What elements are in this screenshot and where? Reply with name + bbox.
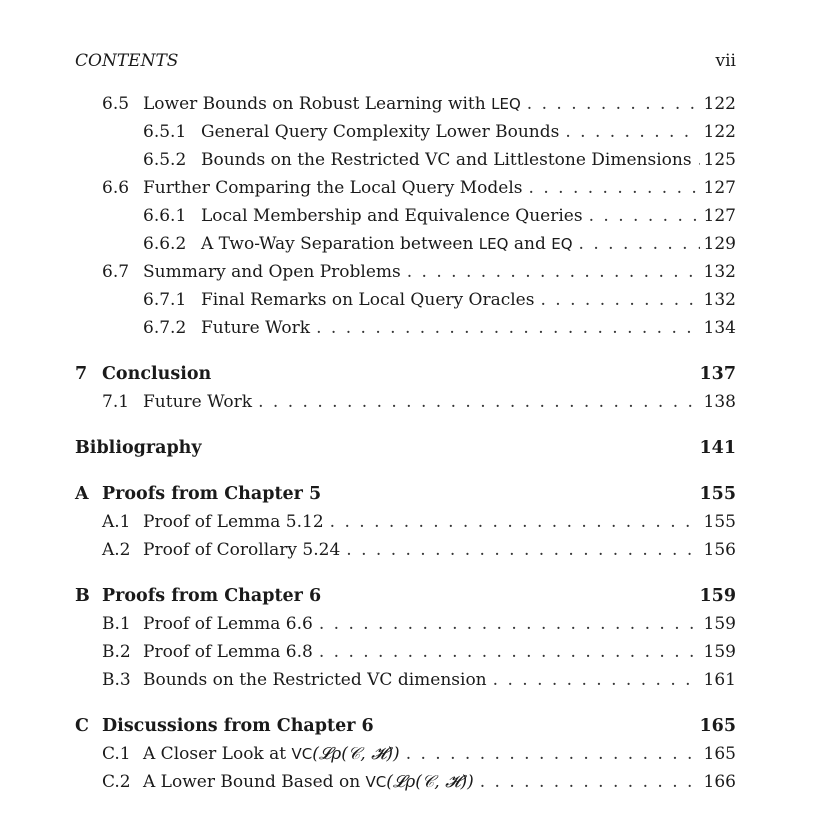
entry-title: Proof of Corollary 5.24 xyxy=(143,540,341,560)
entry-page: 122 xyxy=(703,122,736,142)
chapter-page: 159 xyxy=(699,586,736,606)
leader-dots xyxy=(316,318,699,338)
toc-entry[interactable] xyxy=(75,392,736,416)
entry-number: 6.5.2 xyxy=(143,150,187,170)
entry-title: A Two-Way Separation between LEQ and EQ xyxy=(201,234,573,254)
entry-title: Future Work xyxy=(201,318,311,338)
entry-page: 159 xyxy=(703,614,736,634)
entry-number: C.1 xyxy=(102,744,131,764)
chapter-number: 7 xyxy=(75,364,88,384)
entry-number: A.2 xyxy=(102,540,131,560)
chapter-title: Proofs from Chapter 5 xyxy=(102,484,322,504)
entry-page: 125 xyxy=(703,150,736,170)
entry-title: Proof of Lemma 6.8 xyxy=(143,642,313,662)
toc-chapter[interactable] xyxy=(75,716,736,740)
chapter-page: 155 xyxy=(699,484,736,504)
chapter-page: 165 xyxy=(699,716,736,736)
leader-dots xyxy=(319,614,700,634)
entry-title: General Query Complexity Lower Bounds xyxy=(201,122,560,142)
leader-dots xyxy=(529,178,700,198)
entry-page: 156 xyxy=(703,540,736,560)
chapter-title: Conclusion xyxy=(102,364,212,384)
entry-page: 159 xyxy=(703,642,736,662)
entry-page: 127 xyxy=(703,206,736,226)
entry-page: 132 xyxy=(703,290,736,310)
entry-title: Bounds on the Restricted VC and Littlestone Dimensions xyxy=(201,150,692,170)
entry-title: Bounds on the Restricted VC dimension xyxy=(143,670,487,690)
entry-number: B.2 xyxy=(102,642,131,662)
leader-dots xyxy=(407,262,700,282)
leader-dots xyxy=(565,122,699,142)
entry-page: 161 xyxy=(703,670,736,690)
toc-entry[interactable] xyxy=(75,290,736,314)
entry-page: 132 xyxy=(703,262,736,282)
entry-page: 129 xyxy=(703,234,736,254)
entry-title: A Lower Bound Based on VC(𝓛ρ(𝒞, 𝓗)) xyxy=(143,772,474,792)
entry-number: 6.7.2 xyxy=(143,318,187,338)
page-number: vii xyxy=(715,51,736,71)
toc-entry[interactable] xyxy=(75,614,736,638)
entry-page: 134 xyxy=(703,318,736,338)
chapter-number: C xyxy=(75,716,89,736)
toc-entry[interactable] xyxy=(75,642,736,666)
leader-dots xyxy=(527,94,700,114)
entry-number: 6.6 xyxy=(102,178,130,198)
leader-dots xyxy=(346,540,699,560)
entry-number: A.1 xyxy=(102,512,131,532)
toc-entry[interactable] xyxy=(75,122,736,146)
chapter-page: 137 xyxy=(699,364,736,384)
entry-title: Future Work xyxy=(143,392,253,412)
leader-dots xyxy=(579,234,700,254)
toc-entry[interactable] xyxy=(75,178,736,202)
toc-entry[interactable] xyxy=(75,670,736,694)
toc-entry[interactable] xyxy=(75,234,736,258)
toc-entry[interactable] xyxy=(75,94,736,118)
leader-dots xyxy=(258,392,699,412)
toc-entry[interactable] xyxy=(75,540,736,564)
entry-title: A Closer Look at VC(𝓛ρ(𝒞, 𝓗)) xyxy=(143,744,400,764)
chapter-number: B xyxy=(75,586,90,606)
leader-dots xyxy=(330,512,700,532)
toc-entry[interactable] xyxy=(75,150,736,174)
leader-dots xyxy=(319,642,700,662)
entry-page: 155 xyxy=(703,512,736,532)
running-title: CONTENTS xyxy=(75,51,179,71)
entry-number: B.1 xyxy=(102,614,131,634)
toc-entry[interactable] xyxy=(75,512,736,536)
entry-number: C.2 xyxy=(102,772,131,792)
leader-dots xyxy=(540,290,699,310)
entry-page: 138 xyxy=(703,392,736,412)
entry-page: 165 xyxy=(703,744,736,764)
toc-entry[interactable] xyxy=(75,262,736,286)
entry-title: Summary and Open Problems xyxy=(143,262,401,282)
leader-dots xyxy=(589,206,700,226)
entry-number: 6.6.1 xyxy=(143,206,187,226)
toc-chapter[interactable] xyxy=(75,586,736,610)
toc-entry[interactable] xyxy=(75,744,736,768)
entry-title: Further Comparing the Local Query Models xyxy=(143,178,523,198)
chapter-title: Discussions from Chapter 6 xyxy=(102,716,374,736)
entry-number: 6.5.1 xyxy=(143,122,187,142)
toc-chapter[interactable] xyxy=(75,438,736,462)
toc-entry[interactable] xyxy=(75,772,736,796)
entry-title: Lower Bounds on Robust Learning with LEQ xyxy=(143,94,521,114)
chapter-title: Bibliography xyxy=(75,438,202,458)
toc-chapter[interactable] xyxy=(75,364,736,388)
entry-page: 122 xyxy=(703,94,736,114)
entry-title: Local Membership and Equivalence Queries xyxy=(201,206,583,226)
entry-number: 7.1 xyxy=(102,392,130,412)
chapter-page: 141 xyxy=(699,438,736,458)
chapter-number: A xyxy=(75,484,89,504)
leader-dots xyxy=(698,150,700,170)
toc-entry[interactable] xyxy=(75,318,736,342)
entry-title: Final Remarks on Local Query Oracles xyxy=(201,290,535,310)
entry-number: 6.7 xyxy=(102,262,130,282)
entry-number: 6.7.1 xyxy=(143,290,187,310)
leader-dots xyxy=(480,772,700,792)
toc-chapter[interactable] xyxy=(75,484,736,508)
chapter-title: Proofs from Chapter 6 xyxy=(102,586,322,606)
entry-number: B.3 xyxy=(102,670,131,690)
entry-number: 6.6.2 xyxy=(143,234,187,254)
toc-entry[interactable] xyxy=(75,206,736,230)
leader-dots xyxy=(493,670,700,690)
entry-page: 166 xyxy=(703,772,736,792)
entry-title: Proof of Lemma 5.12 xyxy=(143,512,324,532)
entry-title: Proof of Lemma 6.6 xyxy=(143,614,313,634)
leader-dots xyxy=(406,744,700,764)
entry-number: 6.5 xyxy=(102,94,130,114)
entry-page: 127 xyxy=(703,178,736,198)
